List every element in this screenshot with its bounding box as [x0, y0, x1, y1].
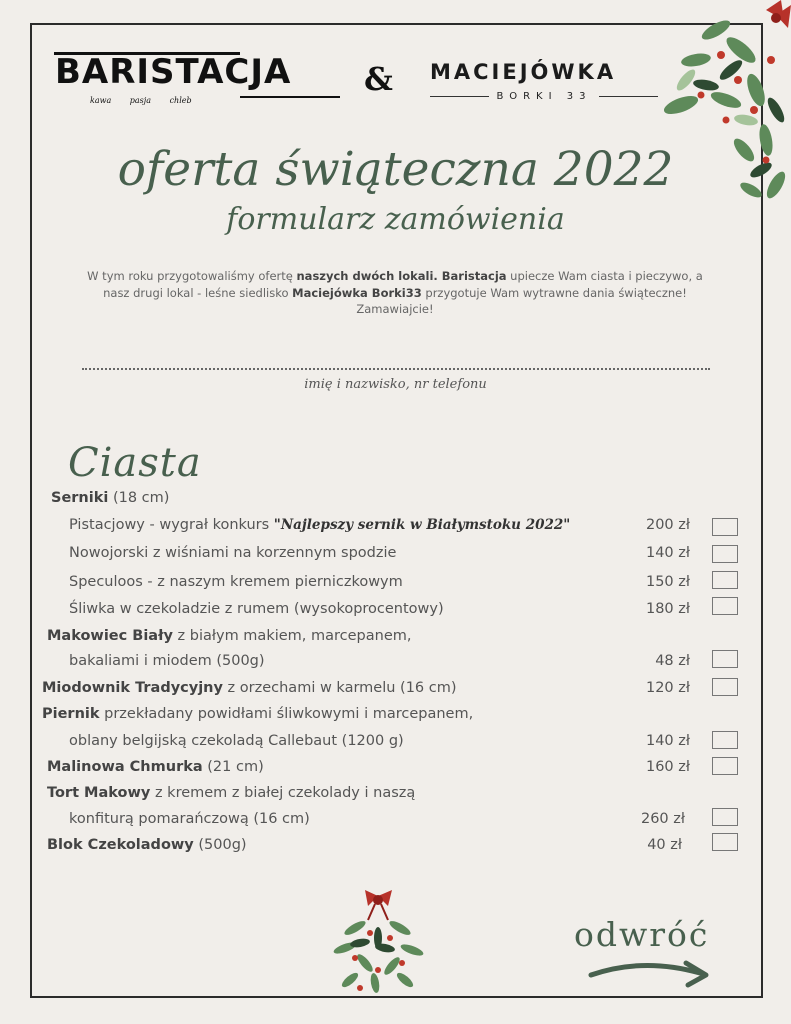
order-checkbox-speculoos[interactable]	[712, 571, 738, 589]
maciejowka-logo: MACIEJÓWKA	[430, 60, 617, 84]
order-checkbox-miodownik[interactable]	[712, 678, 738, 696]
order-checkbox-nowojorski[interactable]	[712, 545, 738, 563]
item-pistacjowy: Pistacjowy - wygrał konkurs "Najlepszy sernik w Białymstoku 2022"	[69, 517, 571, 533]
name-phone-field[interactable]	[82, 368, 710, 370]
item-piernik: Piernik przekładany powidłami śliwkowymi i marcepanem,	[42, 706, 474, 722]
maciejowka-subtitle	[430, 91, 658, 102]
item-blok: Blok Czekoladowy (500g)	[47, 837, 247, 853]
baristacja-tagline: kawa pasja chleb	[90, 96, 192, 105]
item-sliwka: Śliwka w czekoladzie z rumem (wysokoprocentowy)	[69, 601, 444, 617]
item-speculoos: Speculoos - z naszym kremem pierniczkowym	[69, 574, 403, 590]
item-nowojorski: Nowojorski z wiśniami na korzennym spodzie	[69, 545, 397, 561]
order-checkbox-tort[interactable]	[712, 808, 738, 826]
price-tort: 260 zł	[640, 811, 685, 827]
page-title: oferta świąteczna 2022	[117, 142, 674, 197]
page-subtitle: formularz zamówienia	[226, 202, 565, 237]
arrow-right-icon[interactable]	[588, 955, 713, 990]
intro-text: W tym roku przygotowaliśmy ofertę naszych dwóch lokali. Baristacja upiecze Wam ciasta i pieczywo, a nasz drugi lokal - leśne siedlisko Maciejówka Borki33 przygotuje Wam wytrawne dania świąteczne! Zamawiajcie!	[87, 269, 703, 316]
item-makowiec-desc: bakaliami i miodem (500g)	[69, 653, 265, 669]
item-piernik-desc: oblany belgijską czekoladą Callebaut (1200 g)	[69, 733, 404, 749]
item-serniki: Serniki (18 cm)	[51, 490, 170, 506]
item-miodownik: Miodownik Tradycyjny z orzechami w karmelu (16 cm)	[42, 680, 457, 696]
price-malinowa: 160 zł	[645, 759, 690, 775]
price-speculoos: 150 zł	[645, 574, 690, 590]
order-checkbox-pistacjowy[interactable]	[712, 518, 738, 536]
name-phone-label: imię i nazwisko, nr telefonu	[304, 377, 487, 392]
order-checkbox-blok[interactable]	[712, 833, 738, 851]
price-blok: 40 zł	[647, 837, 682, 853]
turn-page-label[interactable]: odwróć	[574, 915, 710, 954]
mistletoe-decoration-bottom-icon	[330, 888, 430, 1000]
price-makowiec: 48 zł	[655, 653, 690, 669]
order-checkbox-malinowa[interactable]	[712, 757, 738, 775]
item-tort: Tort Makowy z kremem z białej czekolady i naszą	[47, 785, 416, 801]
item-makowiec: Makowiec Biały z białym makiem, marcepanem,	[47, 628, 412, 644]
baristacja-logo-underline	[240, 96, 340, 98]
maciejowka-subtitle-text: BORKI 33	[496, 91, 592, 102]
order-checkbox-piernik[interactable]	[712, 731, 738, 749]
price-pistacjowy: 200 zł	[645, 517, 690, 533]
order-checkbox-sliwka[interactable]	[712, 597, 738, 615]
price-nowojorski: 140 zł	[645, 545, 690, 561]
baristacja-logo: BARISTACJA	[55, 52, 292, 92]
section-title-ciasta: Ciasta	[68, 440, 202, 486]
item-malinowa: Malinowa Chmurka (21 cm)	[47, 759, 264, 775]
item-tort-desc: konfiturą pomarańczową (16 cm)	[69, 811, 310, 827]
price-piernik: 140 zł	[645, 733, 690, 749]
price-sliwka: 180 zł	[645, 601, 690, 617]
price-miodownik: 120 zł	[645, 680, 690, 696]
order-checkbox-makowiec[interactable]	[712, 650, 738, 668]
ampersand: &	[364, 60, 393, 98]
